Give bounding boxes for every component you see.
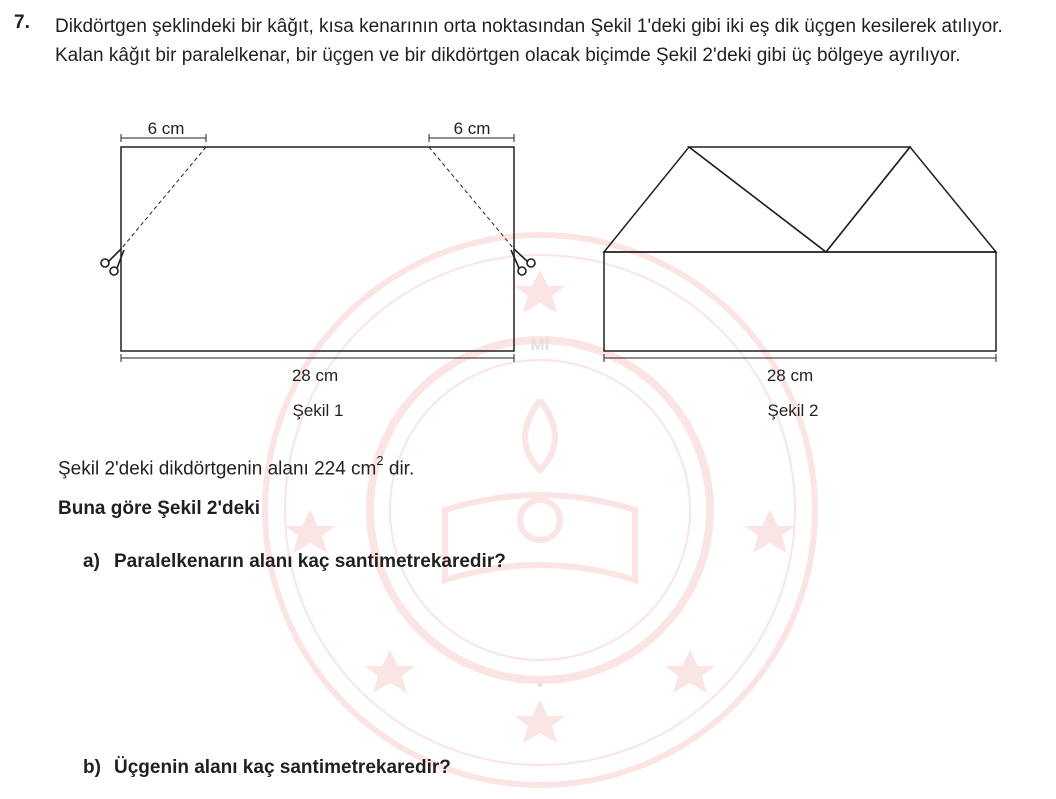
svg-text:•: • — [537, 675, 543, 694]
fig1-cut-line-left — [121, 147, 206, 249]
part-b-text: Üçgenin alanı kaç santimetrekaredir? — [114, 757, 451, 778]
question-stem: Dikdörtgen şeklindeki bir kâğıt, kısa kenarının orta noktasından Şekil 1'deki gibi iki eş dik üçgen kesilerek atılıyor. Kalan kâğıt bir paralelkenar, bir üçgen ve bir dikdörtgen olacak biçimde Şekil 2'deki gibi üç bölgeye ayrılıyor. — [55, 16, 1003, 66]
svg-text:Mİ: Mİ — [530, 335, 550, 354]
fig1-bottom-label: 28 cm — [291, 366, 339, 385]
fig2-rectangle — [604, 252, 996, 351]
fig1-rectangle — [121, 147, 514, 351]
fig2-triangle — [826, 147, 996, 252]
figures — [0, 110, 1056, 430]
figure-2 — [604, 147, 996, 351]
dim-line-bottom-fig1 — [121, 354, 514, 362]
fig2-parallelogram-top — [689, 147, 910, 252]
part-a — [83, 551, 506, 573]
question-lead: Buna göre Şekil 2'deki — [58, 498, 260, 519]
part-b-label: b) — [83, 757, 101, 778]
fig1-top-left-label: 6 cm — [147, 119, 185, 138]
fig2-caption: Şekil 2 — [767, 401, 819, 420]
given-text-after: dir. — [383, 458, 415, 480]
part-b — [83, 757, 451, 779]
fig1-caption: Şekil 1 — [292, 401, 344, 420]
fig2-parallelogram-left — [604, 147, 826, 252]
fig1-top-right-label: 6 cm — [453, 119, 491, 138]
fig2-bottom-label: 28 cm — [766, 366, 814, 385]
given-text: Şekil 2'deki dikdörtgenin alanı 224 cm — [58, 458, 377, 480]
figure-1 — [101, 119, 535, 420]
question-number: 7. — [14, 12, 30, 33]
part-a-text: Paralelkenarın alanı kaç santimetrekaredir? — [114, 551, 506, 572]
dim-line-bottom-fig2 — [604, 354, 996, 362]
part-a-label: a) — [83, 551, 100, 572]
given-superscript: 2 — [376, 453, 384, 468]
given-statement — [58, 455, 414, 480]
fig1-cut-line-right — [429, 147, 514, 249]
